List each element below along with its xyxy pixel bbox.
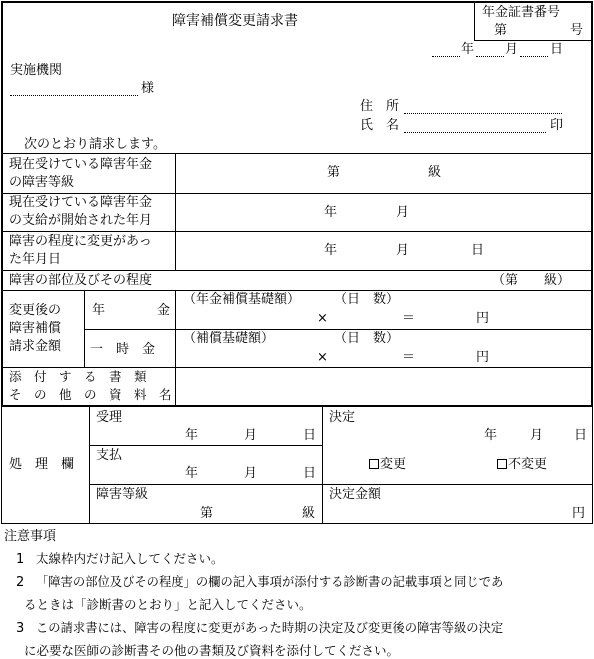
amount-label-3: 請求金額 (9, 339, 62, 354)
part-grade: （第 級） (492, 273, 571, 288)
payment-day: 日 (303, 466, 317, 481)
payment-month: 月 (244, 466, 258, 481)
change-label-2: た年月日 (9, 252, 62, 267)
form-title: 障害補償変更請求書 (172, 13, 298, 29)
name-label: 氏 名 (360, 118, 400, 133)
attach-label-1: 添 付 す る 書 類 (9, 369, 147, 384)
change-checkbox[interactable] (369, 459, 379, 469)
agency-label: 実施機関 (10, 63, 63, 78)
receipt-year: 年 (185, 428, 199, 443)
part-label: 障害の部位及びその程度 (9, 273, 153, 288)
receipt-day: 日 (303, 428, 317, 443)
cert-number-label: 年金証書番号 (482, 5, 561, 20)
lump-label: 一 時 金 (90, 342, 156, 357)
cert-number-go: 号 (570, 23, 584, 38)
date-day-line[interactable] (520, 56, 548, 57)
date-month: 月 (505, 42, 519, 57)
note-3-text-1: この請求書には、障害の程度に変更があった時期の決定及び変更後の障害等級の決定 (36, 621, 504, 635)
change-option-label: 変更 (380, 457, 407, 472)
note-2-num: 2 (16, 575, 25, 590)
proc-grade-kyu: 級 (302, 506, 316, 521)
note-3-num: 3 (16, 621, 25, 636)
date-year: 年 (461, 42, 475, 57)
agency-name-line[interactable] (10, 95, 138, 96)
decision-label: 決定 (329, 410, 356, 425)
grade-dai: 第 (327, 165, 341, 180)
payment-label: 支払 (96, 448, 123, 463)
decision-month: 月 (530, 428, 544, 443)
date-month-line[interactable] (476, 56, 504, 57)
start-year: 年 (324, 205, 338, 220)
lump-base-label: （補償基礎額） (183, 331, 275, 346)
note-3-text-2: に必要な医師の診断書その他の書類及び資料を添付してください。 (24, 643, 400, 658)
lump-eq: ＝ (402, 350, 416, 365)
change-year: 年 (324, 243, 338, 258)
start-month: 月 (396, 205, 410, 220)
processing-label: 処 理 欄 (9, 457, 75, 472)
address-line[interactable] (404, 113, 562, 114)
attach-label-2: そ の 他 の 資 料 名 (9, 387, 172, 402)
address-label: 住 所 (360, 99, 400, 114)
receipt-month: 月 (244, 428, 258, 443)
pension-label-1: 年 (92, 303, 106, 318)
lump-yen: 円 (476, 350, 490, 365)
amount-label-1: 変更後の (9, 303, 62, 318)
no-change-option[interactable] (497, 458, 547, 471)
receipt-label: 受理 (96, 410, 123, 425)
grade-label-1: 現在受けている障害年金 (9, 157, 153, 172)
decided-amount-label: 決定金額 (329, 487, 382, 502)
grade-kyu: 級 (428, 165, 442, 180)
start-label-1: 現在受けている障害年金 (9, 195, 153, 210)
grade-label-2: の障害等級 (9, 175, 75, 190)
decision-day: 日 (574, 428, 588, 443)
change-month: 月 (396, 243, 410, 258)
note-2-text-1: 「障害の部位及びその程度」の欄の記入事項が添付する診断書の記載事項と同じであ (36, 575, 504, 589)
seal-mark: 印 (550, 118, 564, 133)
cert-number-dai: 第 (494, 23, 508, 38)
request-text: 次のとおり請求します。 (24, 137, 166, 152)
proc-grade-dai: 第 (200, 506, 214, 521)
proc-grade-label: 障害等級 (96, 487, 149, 502)
amount-label-2: 障害補償 (9, 321, 62, 336)
attach-input-area[interactable] (177, 369, 590, 404)
pension-eq: ＝ (402, 311, 416, 326)
note-1-num: 1 (16, 552, 25, 567)
pension-days-label: （日 数） (334, 292, 400, 307)
start-label-2: の支給が開始された年月 (9, 213, 153, 228)
notes-heading: 注意事項 (4, 529, 57, 544)
note-1-text: 太線枠内だけ記入してください。 (36, 551, 224, 566)
no-change-option-label: 不変更 (508, 457, 548, 472)
agency-sama: 様 (141, 81, 155, 96)
name-line[interactable] (404, 132, 546, 133)
pension-label-2: 金 (157, 303, 171, 318)
payment-year: 年 (185, 466, 199, 481)
change-option[interactable] (369, 458, 406, 471)
date-year-line[interactable] (432, 56, 460, 57)
pension-base-label: （年金補償基礎額） (183, 292, 301, 307)
decision-year: 年 (484, 428, 498, 443)
decided-amount-yen: 円 (572, 506, 586, 521)
lump-times: × (317, 350, 328, 365)
lump-days-label: （日 数） (334, 331, 400, 346)
change-day: 日 (471, 243, 485, 258)
pension-times: × (317, 311, 328, 326)
change-label-1: 障害の程度に変更があっ (9, 234, 152, 249)
no-change-checkbox[interactable] (497, 459, 507, 469)
note-2-text-2: るときは「診断書のとおり」と記入してください。 (24, 597, 312, 612)
pension-yen: 円 (476, 311, 490, 326)
date-day: 日 (550, 42, 564, 57)
